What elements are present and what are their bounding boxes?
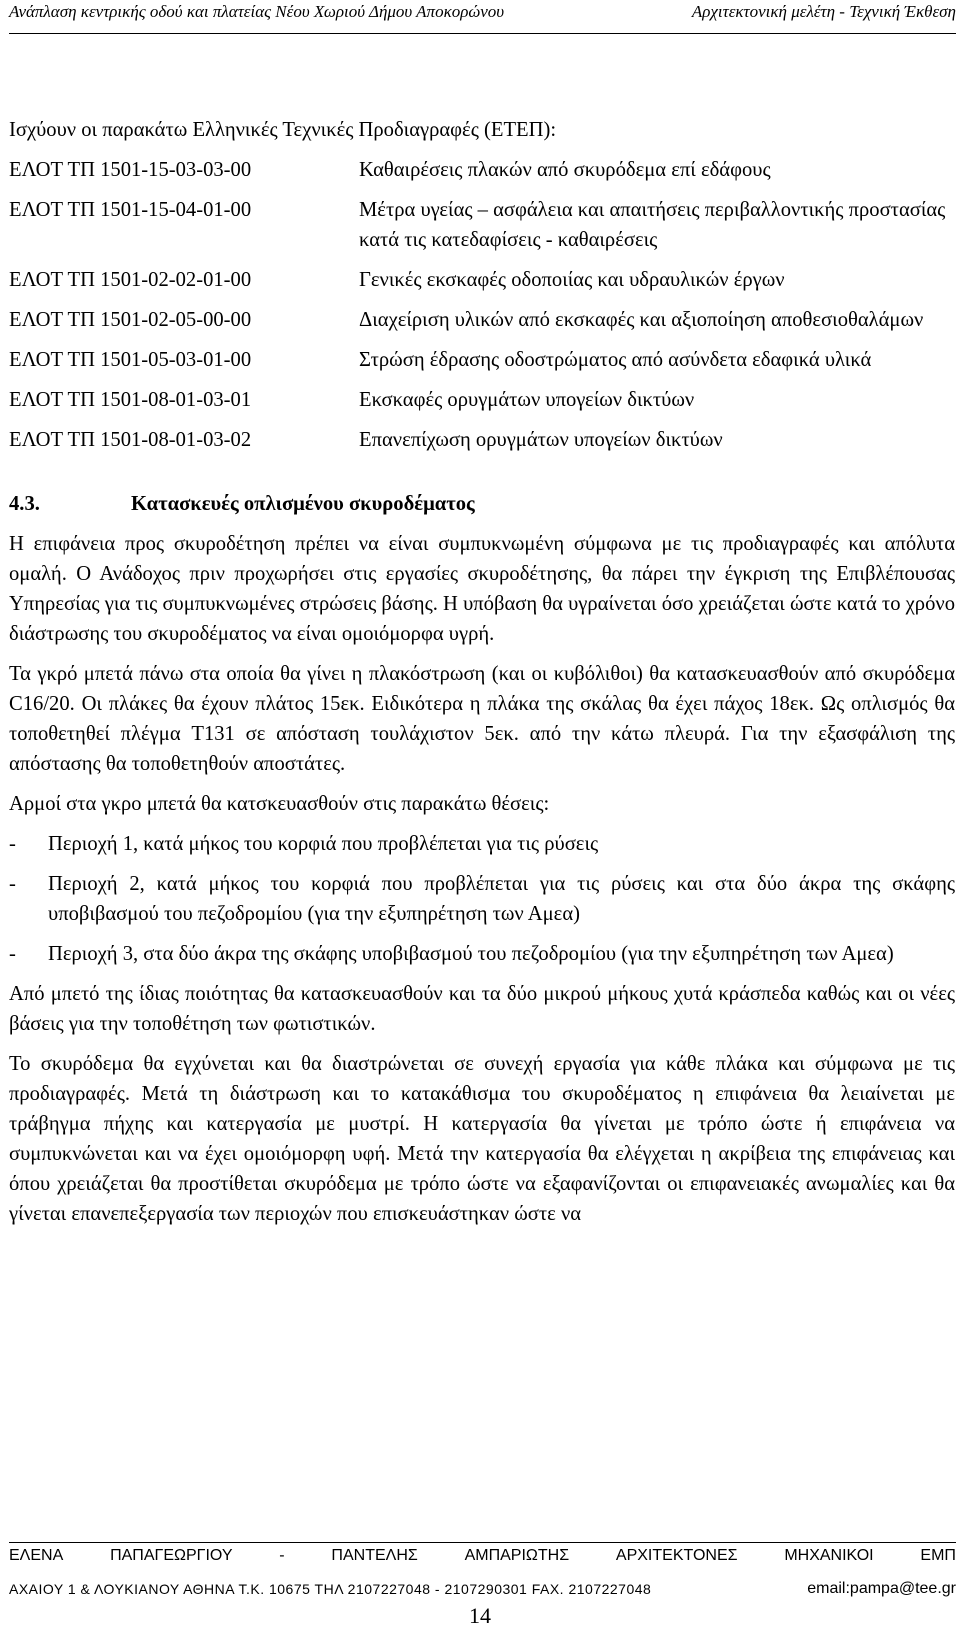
page-number: 14 bbox=[469, 1603, 491, 1628]
standard-description: Διαχείριση υλικών από εκσκαφές και αξιοποίηση αποθεσιοθαλάμων bbox=[359, 309, 924, 331]
footer-word: ΕΜΠ bbox=[920, 1547, 956, 1564]
footer-word: ΕΛΕΝΑ bbox=[9, 1547, 64, 1564]
standard-code: ΕΛΟΤ ΤΠ 1501-05-03-01-00 bbox=[9, 349, 252, 371]
standard-row bbox=[9, 425, 955, 455]
footer-word: - bbox=[279, 1547, 285, 1564]
paragraph: Η επιφάνεια προς σκυροδέτηση πρέπει να είναι συμπυκνωμένη σύμφωνα με τις προδιαγραφές και απόλυτα ομαλή. Ο Ανάδοχος πριν προχωρήσει στις εργασίες σκυροδέτησης, θα πάρει την έγκριση της Επιβλέπουσας Υπηρεσίας για τις συμπυκνωμένες στρώσεις βάσης. Η υπόβαση θα υγραίνεται όσο χρειάζεται ώστε κατά το χρόνο διάστρωσης του σκυροδέματος να είναι ομοιόμορφα υγρή. bbox=[9, 533, 955, 645]
standard-description: Επανεπίχωση ορυγμάτων υπογείων δικτύων bbox=[359, 429, 723, 451]
section-number: 4.3. bbox=[9, 493, 40, 515]
standard-code: ΕΛΟΤ ΤΠ 1501-15-04-01-00 bbox=[9, 199, 252, 221]
standards-list bbox=[9, 155, 955, 455]
standard-row bbox=[9, 195, 955, 255]
footer-word: ΠΑΠΑΓΕΩΡΓΙΟΥ bbox=[110, 1547, 233, 1564]
paragraph: Αρμοί στα γκρο μπετά θα κατσκευασθούν στις παρακάτω θέσεις: bbox=[9, 793, 550, 815]
list-item-text: Περιοχή 1, κατά μήκος του κορφιά που προβλέπεται για τις ρύσεις bbox=[48, 833, 599, 855]
header-document-type: Αρχιτεκτονική μελέτη - Τεχνική Έκθεση bbox=[691, 2, 956, 21]
document-body bbox=[9, 115, 955, 1229]
footer-contact bbox=[9, 1580, 956, 1598]
standards-intro: Ισχύουν οι παρακάτω Ελληνικές Τεχνικές Προδιαγραφές (ΕΤΕΠ): bbox=[9, 119, 557, 141]
list-dash: - bbox=[9, 873, 16, 895]
paragraph: Το σκυρόδεμα θα εγχύνεται και θα διαστρώνεται σε συνεχή εργασία για κάθε πλάκα και σύμφωνα με τις προδιαγραφές. Μετά τη διάστρωση και το κατακάθισμα του σκυροδέματος η επιφάνεια θα λειαίνεται με τράβηγμα πήχης και κατεργασία με μυστρί. Η κατεργασία θα γίνεται με τρόπο ώστε ή επιφάνεια να συμπυκνώνεται και να έχει ομοιόμορφη υφή. Μετά την κατεργασία θα ελέγχεται η ακρίβεια της επιφάνειας και όπου χρειάζεται θα προστίθεται σκυρόδεμα με τρόπο ώστε να εξαφανίζονται οι επιφανειακές ανωμαλίες και θα γίνεται επανεπεξεργασία των περιοχών που επισκευάστηκαν ώστε να bbox=[9, 1053, 955, 1225]
paragraph: Τα γκρό μπετά πάνω στα οποία θα γίνει η πλακόστρωση (και οι κυβόλιθοι) θα κατασκευασθούν από σκυρόδεμα C16/20. Οι πλάκες θα έχουν πλάτος 15εκ. Ειδικότερα η πλάκα της σκάλας θα έχει πάχος 18εκ. Ως οπλισμός θα τοποθετηθεί πλέγμα T131 σε απόσταση τουλάχιστον 5εκ. από την κάτω πλευρά. Για την εξασφάλιση της απόστασης θα τοποθετηθούν αποστάτες. bbox=[9, 663, 955, 775]
section-title: Κατασκευές οπλισμένου σκυροδέματος bbox=[131, 493, 475, 515]
standard-description: Εκσκαφές ορυγμάτων υπογείων δικτύων bbox=[359, 389, 695, 411]
list-item bbox=[9, 939, 955, 969]
standard-code: ΕΛΟΤ ΤΠ 1501-02-05-00-00 bbox=[9, 309, 252, 331]
standard-row bbox=[9, 265, 955, 295]
standard-description: Καθαιρέσεις πλακών από σκυρόδεμα επί εδάφους bbox=[359, 159, 771, 181]
standard-row bbox=[9, 305, 955, 335]
standard-description: Γενικές εκσκαφές οδοποιίας και υδραυλικών έργων bbox=[359, 269, 785, 291]
standard-code: ΕΛΟΤ ΤΠ 1501-02-02-01-00 bbox=[9, 269, 252, 291]
standard-code: ΕΛΟΤ ΤΠ 1501-08-01-03-02 bbox=[9, 429, 252, 451]
list-item bbox=[9, 869, 955, 929]
standard-row bbox=[9, 155, 955, 185]
standard-code: ΕΛΟΤ ΤΠ 1501-08-01-03-01 bbox=[9, 389, 252, 411]
paragraph: Από μπετό της ίδιας ποιότητας θα κατασκευασθούν και τα δύο μικρού μήκους χυτά κράσπεδα καθώς και οι νέες βάσεις για την τοποθέτηση των φωτιστικών. bbox=[9, 983, 955, 1035]
footer-word: ΜΗΧΑΝΙΚΟΙ bbox=[784, 1547, 874, 1564]
list-item bbox=[9, 829, 955, 859]
standard-code: ΕΛΟΤ ΤΠ 1501-15-03-03-00 bbox=[9, 159, 252, 181]
list-dash: - bbox=[9, 833, 16, 855]
list-item-text: Περιοχή 3, στα δύο άκρα της σκάφης υποβιβασμού του πεζοδρομίου (για την εξυπηρέτηση των Αμεα) bbox=[48, 943, 894, 965]
list-dash: - bbox=[9, 943, 16, 965]
section-heading bbox=[9, 489, 955, 519]
footer-divider bbox=[9, 1542, 956, 1543]
footer-word: ΠΑΝΤΕΛΗΣ bbox=[331, 1547, 418, 1564]
footer-names bbox=[9, 1546, 956, 1566]
footer-word: ΑΜΠΑΡΙΩΤΗΣ bbox=[464, 1547, 570, 1564]
standard-description: Στρώση έδρασης οδοστρώματος από ασύνδετα εδαφικά υλικά bbox=[359, 349, 872, 371]
standard-row bbox=[9, 385, 955, 415]
list-item-text: Περιοχή 2, κατά μήκος του κορφιά που προβλέπεται για τις ρύσεις και στα δύο άκρα της σκάφης υποβιβασμού του πεζοδρομίου (για την εξυπηρέτηση των Αμεα) bbox=[48, 873, 955, 925]
footer-address: ΑΧΑΙΟΥ 1 & ΛΟΥΚΙΑΝΟΥ ΑΘΗΝΑ Τ.Κ. 10675 ΤΗΛ 2107227048 - 2107290301 FAX. 2107227048 bbox=[9, 1581, 652, 1597]
standard-description: Μέτρα υγείας – ασφάλεια και απαιτήσεις περιβαλλοντικής προστασίας κατά τις κατεδαφίσεις - καθαιρέσεις bbox=[359, 199, 946, 251]
page-header bbox=[9, 0, 956, 34]
standard-row bbox=[9, 345, 955, 375]
footer-word: ΑΡΧΙΤΕΚΤΟΝΕΣ bbox=[615, 1547, 738, 1564]
footer-email[interactable]: email:pampa@tee.gr bbox=[807, 1580, 956, 1597]
joints-list bbox=[9, 829, 955, 969]
header-project-title: Ανάπλαση κεντρικής οδού και πλατείας Νέου Χωριού Δήμου Αποκορώνου bbox=[9, 2, 505, 21]
